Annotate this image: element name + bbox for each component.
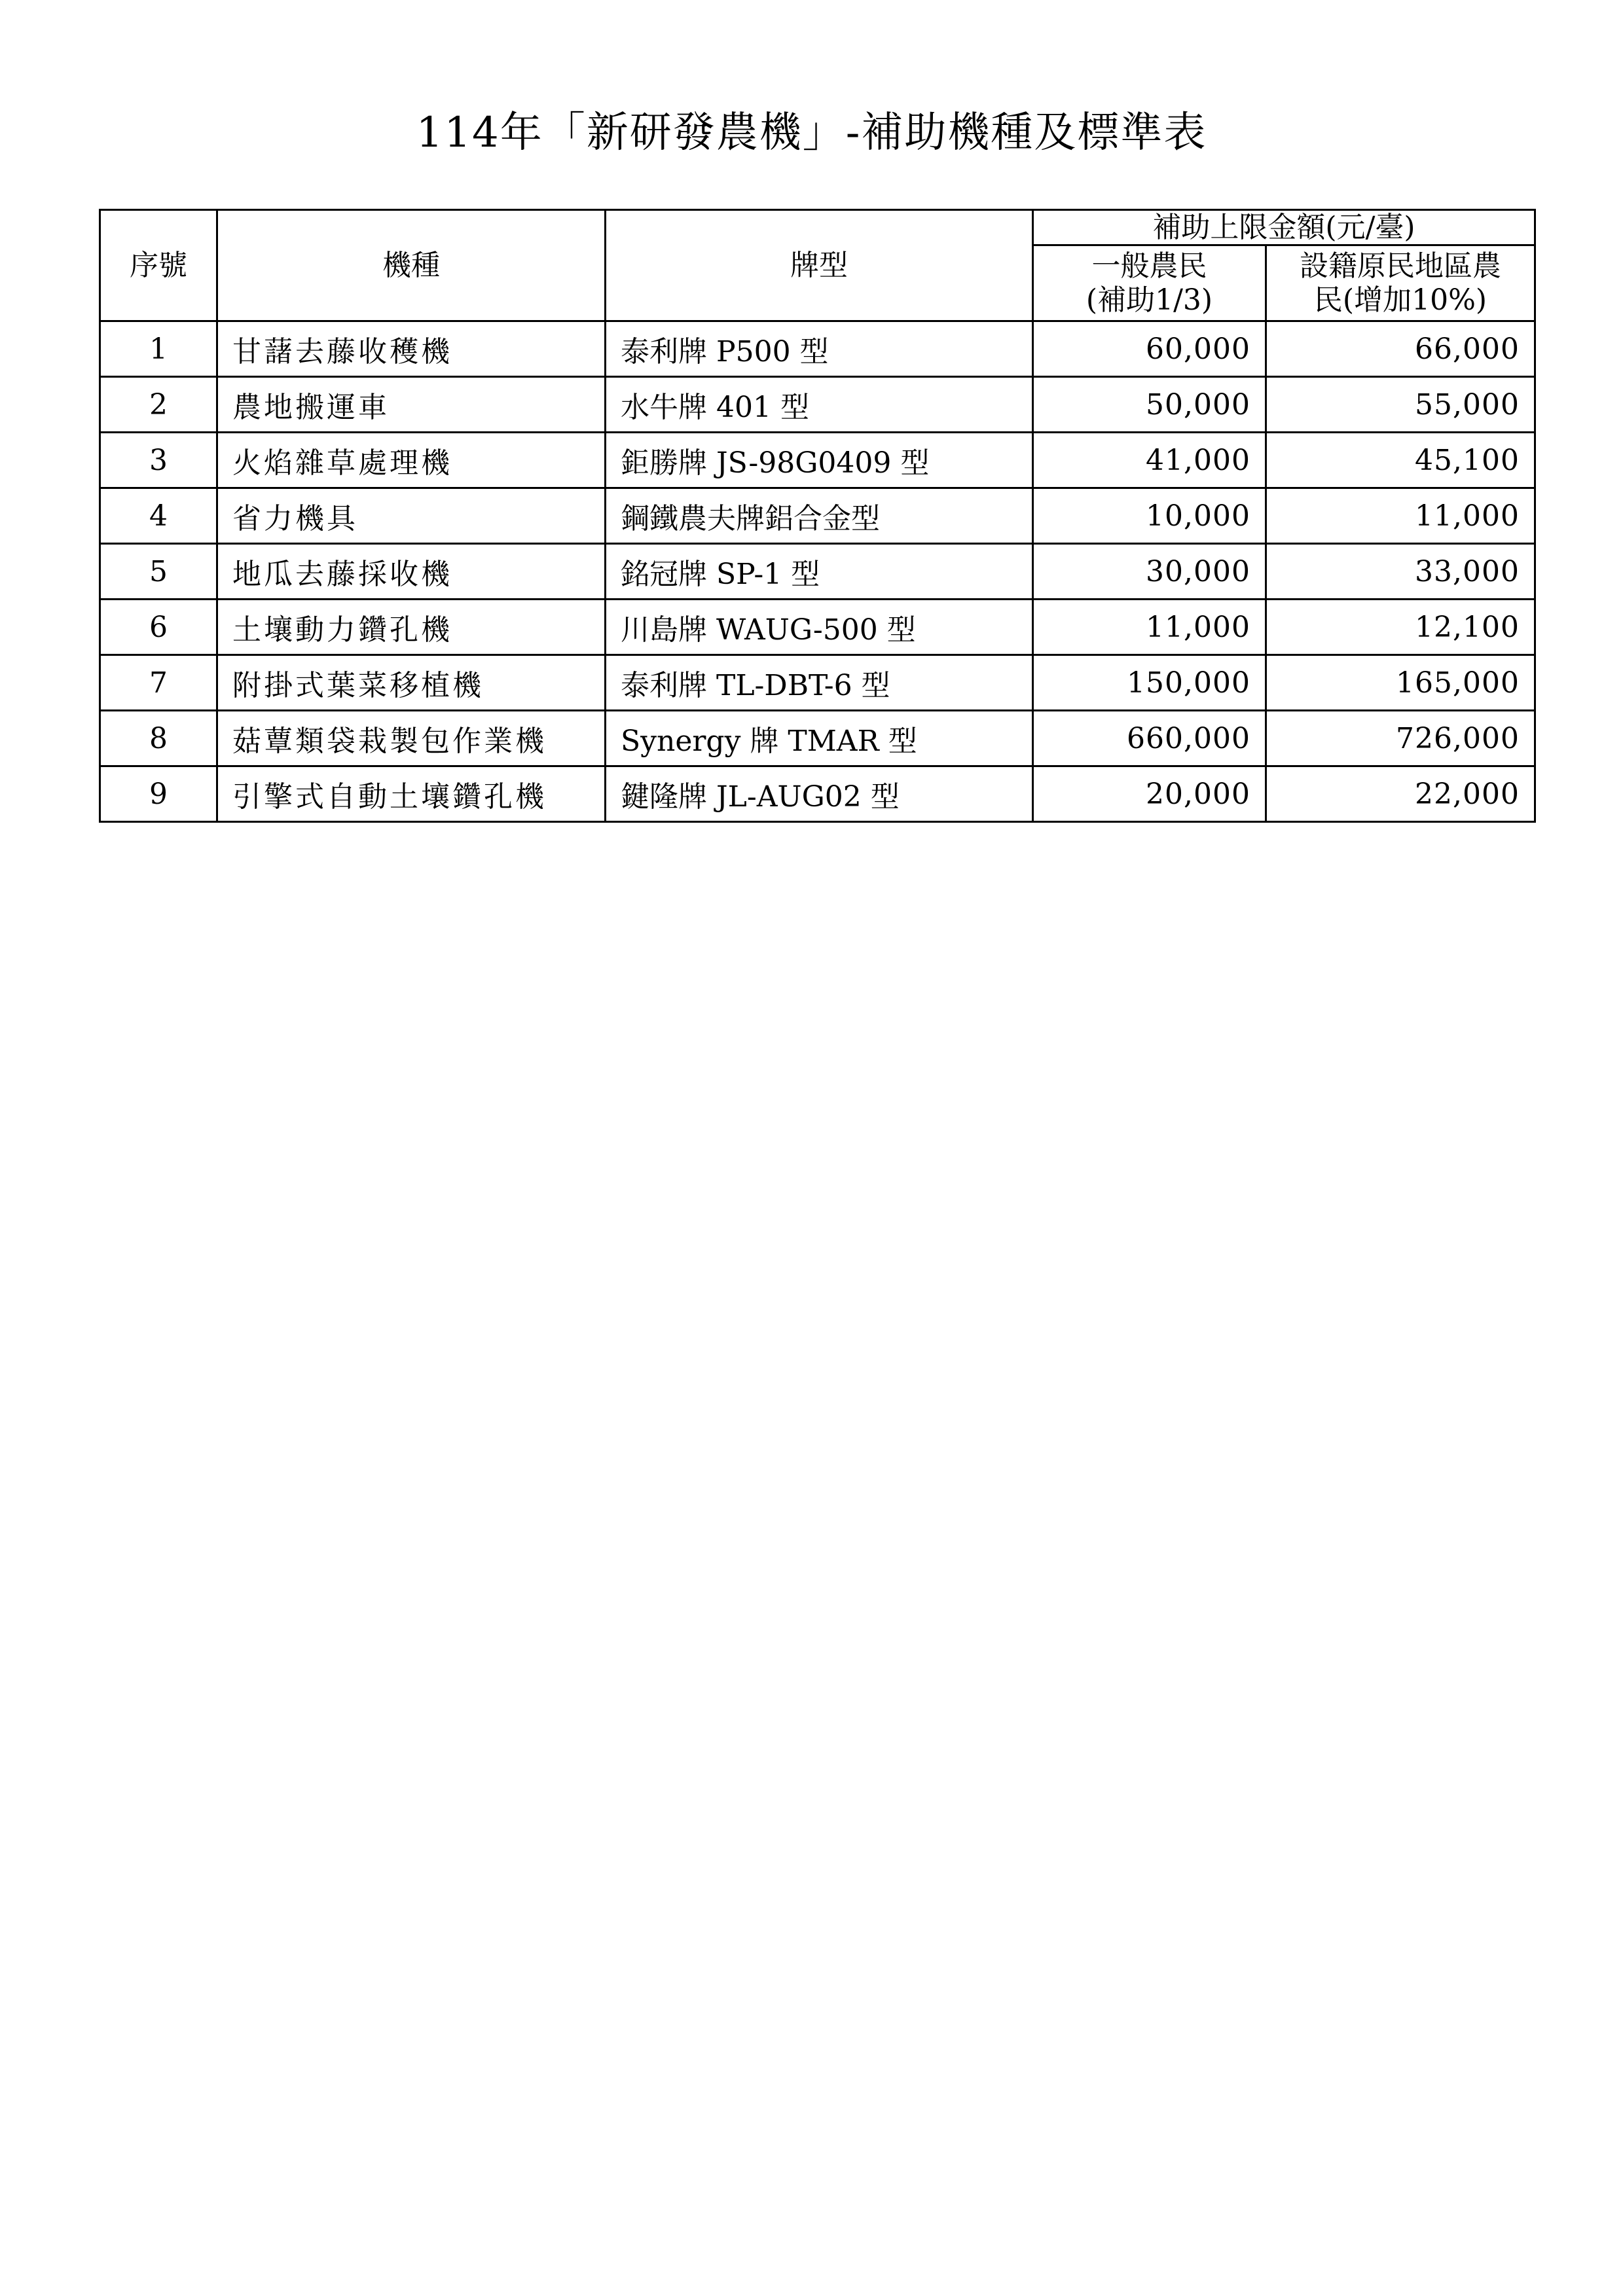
header-brand: 牌型: [606, 210, 1033, 321]
table-row: [100, 766, 1535, 822]
subsidy-table: [99, 209, 1536, 823]
cell-no: 3: [100, 433, 217, 488]
page-title: 114年「新研發農機」-補助機種及標準表: [416, 109, 1207, 157]
header-no: 序號: [100, 210, 217, 321]
cell-general-amount: 50,000: [1033, 377, 1266, 433]
table-row: [100, 655, 1535, 711]
table-row: [100, 377, 1535, 433]
table-row: [100, 488, 1535, 544]
cell-no: 9: [100, 766, 217, 822]
cell-machine: 引擎式自動土壤鑽孔機: [217, 766, 606, 822]
table-row: [100, 711, 1535, 766]
cell-indigenous-amount: 11,000: [1266, 488, 1535, 544]
cell-machine: 省力機具: [217, 488, 606, 544]
cell-brand: 泰利牌 TL-DBT-6 型: [606, 655, 1033, 711]
cell-no: 5: [100, 544, 217, 600]
cell-machine: 附掛式葉菜移植機: [217, 655, 606, 711]
cell-machine: 甘藷去藤收穫機: [217, 321, 606, 377]
cell-indigenous-amount: 66,000: [1266, 321, 1535, 377]
header-general-farmer: [1033, 245, 1266, 321]
cell-general-amount: 30,000: [1033, 544, 1266, 600]
cell-no: 4: [100, 488, 217, 544]
header-general-line1: 一般農民: [1091, 249, 1207, 283]
cell-indigenous-amount: 726,000: [1266, 711, 1535, 766]
table-row: [100, 433, 1535, 488]
cell-general-amount: 20,000: [1033, 766, 1266, 822]
cell-brand: 水牛牌 401 型: [606, 377, 1033, 433]
cell-indigenous-amount: 22,000: [1266, 766, 1535, 822]
cell-brand: 鍵隆牌 JL-AUG02 型: [606, 766, 1033, 822]
cell-indigenous-amount: 33,000: [1266, 544, 1535, 600]
cell-brand: 鉅勝牌 JS-98G0409 型: [606, 433, 1033, 488]
header-general-line2: (補助1/3): [1085, 283, 1213, 317]
cell-general-amount: 41,000: [1033, 433, 1266, 488]
cell-brand: 川島牌 WAUG-500 型: [606, 600, 1033, 655]
header-indigenous-line2: 民(增加10%): [1313, 283, 1487, 317]
cell-general-amount: 150,000: [1033, 655, 1266, 711]
cell-machine: 火焰雜草處理機: [217, 433, 606, 488]
table-row: [100, 321, 1535, 377]
cell-no: 2: [100, 377, 217, 433]
cell-general-amount: 660,000: [1033, 711, 1266, 766]
cell-brand: 鋼鐵農夫牌鋁合金型: [606, 488, 1033, 544]
table-row: [100, 600, 1535, 655]
cell-brand: 銘冠牌 SP-1 型: [606, 544, 1033, 600]
cell-no: 7: [100, 655, 217, 711]
header-row: [100, 210, 1535, 245]
cell-no: 8: [100, 711, 217, 766]
cell-brand: 泰利牌 P500 型: [606, 321, 1033, 377]
cell-indigenous-amount: 55,000: [1266, 377, 1535, 433]
cell-no: 6: [100, 600, 217, 655]
cell-general-amount: 11,000: [1033, 600, 1266, 655]
cell-indigenous-amount: 12,100: [1266, 600, 1535, 655]
header-indigenous-line1: 設籍原民地區農: [1300, 249, 1501, 283]
cell-general-amount: 60,000: [1033, 321, 1266, 377]
cell-general-amount: 10,000: [1033, 488, 1266, 544]
cell-brand: Synergy 牌 TMAR 型: [606, 711, 1033, 766]
cell-machine: 土壤動力鑽孔機: [217, 600, 606, 655]
cell-indigenous-amount: 45,100: [1266, 433, 1535, 488]
header-subsidy-group: 補助上限金額(元/臺): [1033, 210, 1535, 245]
table-row: [100, 544, 1535, 600]
cell-machine: 菇蕈類袋栽製包作業機: [217, 711, 606, 766]
cell-indigenous-amount: 165,000: [1266, 655, 1535, 711]
header-machine: 機種: [217, 210, 606, 321]
cell-no: 1: [100, 321, 217, 377]
cell-machine: 地瓜去藤採收機: [217, 544, 606, 600]
cell-machine: 農地搬運車: [217, 377, 606, 433]
header-indigenous-farmer: [1266, 245, 1535, 321]
